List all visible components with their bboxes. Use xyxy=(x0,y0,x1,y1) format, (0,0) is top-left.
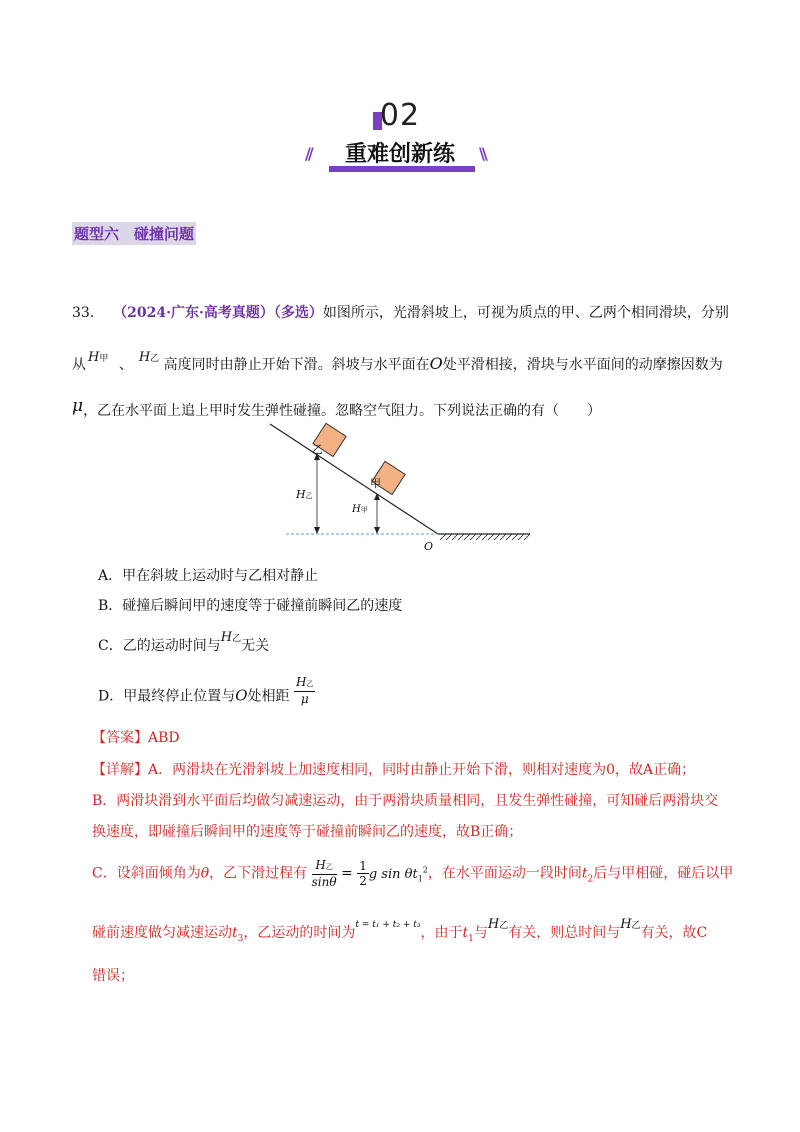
right-deco: \\ xyxy=(479,144,485,163)
question-number: 33. xyxy=(72,305,95,321)
h-jia-symbol: H xyxy=(88,350,100,365)
detail-b-2: 换速度，即碰撞后瞬间甲的速度等于碰撞前瞬间乙的速度，故B正确； xyxy=(92,824,523,840)
point-o: O xyxy=(429,354,443,373)
detail-c-1: C．设斜面倾角为θ，乙下滑过程有 $\frac{\text{H乙}}{\sin\theta}$ = $\frac{1}{2}$ g $\sin \theta t_1^2$，在水平面运动一段时间$t_2$后与甲相碰，碰后以甲 xyxy=(92,858,734,889)
stem-2: 高度同时由静止开始下滑。斜坡与水平面在 xyxy=(163,357,430,373)
option-a: A．甲在斜坡上运动时与乙相对静止 xyxy=(98,568,319,584)
slope-line xyxy=(270,424,438,534)
question-line-1 xyxy=(72,303,729,323)
detail-c-3: 错误； xyxy=(92,968,134,984)
answer-label: 【答案】ABD xyxy=(92,730,180,746)
mu-symbol: μ xyxy=(72,396,84,416)
ground-hatching xyxy=(440,534,530,540)
detail-b-1: B．两滑块滑到水平面后均做匀减速运动，由于两滑块质量相同，且发生弹性碰撞，可知碰后两滑块交 xyxy=(92,793,719,809)
section-title: 重难创新练 xyxy=(344,142,455,167)
option-b: B．碰撞后瞬间甲的速度等于碰撞前瞬间乙的速度 xyxy=(98,598,403,614)
question-line-2 xyxy=(72,350,723,377)
h-jia-sub: 甲 xyxy=(99,354,109,364)
option-d: D．甲最终停止位置与O处相距 $\frac{\text{H乙}}{\mu}$ xyxy=(98,675,314,706)
block-jia-label: 甲 xyxy=(370,477,381,490)
detail-a: 【详解】A．两滑块在光滑斜坡上加速度相同，同时由静止开始下滑，则相对速度为0，故A正确； xyxy=(92,762,696,778)
section-title-banner xyxy=(303,140,497,172)
label-o: O xyxy=(424,540,434,553)
question-type-label: 题型六 碰撞问题 xyxy=(72,222,196,245)
label-h-yi: H乙 xyxy=(296,488,313,501)
label-h-jia: H甲 xyxy=(352,504,368,515)
stem-from: 从 xyxy=(72,357,86,373)
stem-3: ，乙在水平面上追上甲时发生弹性碰撞。忽略空气阻力。下列说法正确的有（ ） xyxy=(83,403,602,419)
question-line-3 xyxy=(72,396,602,421)
question-stem-1: 如图所示，光滑斜坡上，可视为质点的甲、乙两个相同滑块，分别 xyxy=(322,305,729,321)
left-deco: // xyxy=(305,144,311,163)
stem-sep: 、 xyxy=(118,357,133,373)
section-number: 02 xyxy=(379,98,421,133)
stem-2-end: 处平滑相接，滑块与水平面间的动摩擦因数为 xyxy=(442,357,723,373)
h-yi-symbol: H xyxy=(138,350,151,365)
block-yi-label: 乙 xyxy=(312,443,323,456)
detail-c-2: 碰前速度做匀减速运动$t_3$，乙运动的时间为$^{t = t_1 + t_2 + t_3}$，由于$t_1$与H乙有关，则总时间与H乙有关，故C xyxy=(92,917,708,944)
option-c: C．乙的运动时间与H乙无关 xyxy=(98,630,270,654)
h-yi-sub: 乙 xyxy=(150,354,160,364)
question-source: （2024·广东·高考真题）（多选） xyxy=(113,305,323,321)
